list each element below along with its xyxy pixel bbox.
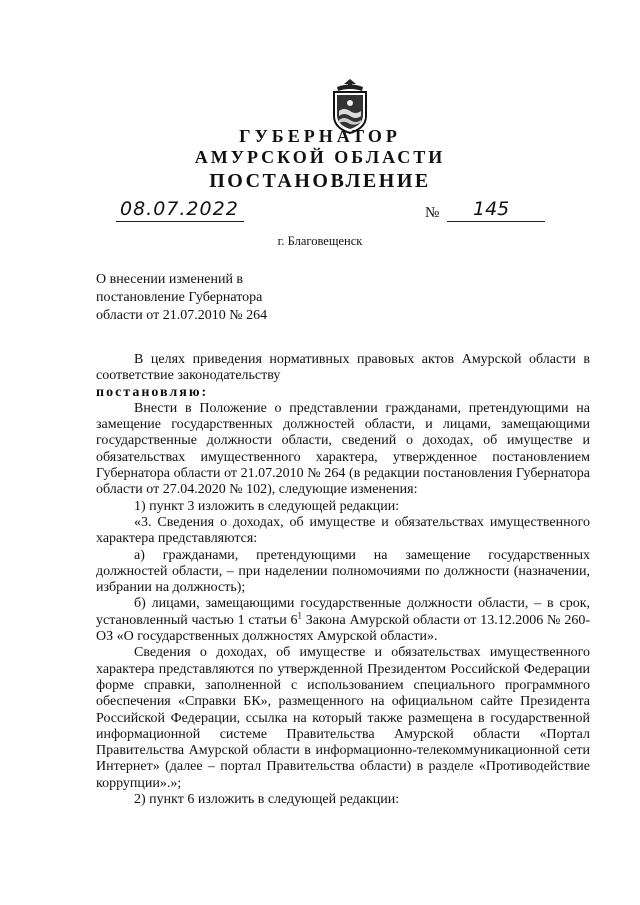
preamble-paragraph: В целях приведения нормативных правовых актов Амурской области в соответствие законодательству xyxy=(96,352,590,384)
subclause-b-text-end: Закона Амурской области от 13.12.2006 № 260-ОЗ «О государственных должностях Амурской области». xyxy=(96,612,590,645)
issuer-title: ГУБЕРНАТОР xyxy=(239,126,401,146)
form-paragraph: Сведения о доходах, об имуществе и обязательствах имущественного характера представляются по утвержденной Президентом Российской Федерации форме справки, заполненной с использованием специального программного обеспечения «Справки БК», размещенного на официальном сайте Президента Российской Федерации, ссылка на который также размещена в государственной информационной системе Правительства Амурской области «Портал Правительства Амурской области в информационно-телекоммуникационной сети Интернет» (далее – портал Правительства области) в разделе «Противодействие коррупции».»; xyxy=(96,645,590,791)
city: г. Благовещенск xyxy=(277,234,363,248)
amendment-paragraph: Внести в Положение о представлении гражданами, претендующими на замещение государственных должностей области, и лицами, замещающими государственные должности области, сведений о доходах, об имуществе и обязательствах имущественного характера, утвержденное постановлением Губернатора области от 21.07.2010 № 264 (в редакции постановления Губернатора области от 27.04.2020 № 102), следующие изменения: xyxy=(96,400,590,498)
subclause-a-paragraph: а) гражданами, претендующими на замещение государственных должностей области, – при наделении полномочиями по должности (назначении, избрании на должность); xyxy=(96,547,590,596)
resolve-keyword: постановляю: xyxy=(96,384,209,400)
date-underline xyxy=(116,221,244,222)
subject-block xyxy=(96,271,267,325)
document-number: 145 xyxy=(473,198,510,220)
document-date: 08.07.2022 xyxy=(120,198,239,220)
article-superscript: 1 xyxy=(297,610,302,621)
item-1-paragraph: 1) пункт 3 изложить в следующей редакции: xyxy=(134,498,400,514)
document-body xyxy=(96,352,590,808)
subclause-b-text: б) лицами, замещающими государственные должности области, – в срок, установленный частью 1 статьи 6 xyxy=(96,596,590,628)
subject-line: области от 21.07.2010 № 264 xyxy=(96,308,268,323)
subject-line: О внесении изменений в xyxy=(96,272,244,287)
number-underline xyxy=(447,221,545,222)
number-label: № xyxy=(425,205,440,221)
subject-line: постановление Губернатора xyxy=(96,290,263,305)
document-type-title: ПОСТАНОВЛЕНИЕ xyxy=(209,170,431,192)
item-2-paragraph: 2) пункт 6 изложить в следующей редакции: xyxy=(134,792,400,808)
region-title: АМУРСКОЙ ОБЛАСТИ xyxy=(194,147,446,167)
subclause-b-paragraph xyxy=(96,596,590,645)
clause-3-paragraph: «3. Сведения о доходах, об имуществе и обязательствах имущественного характера представляются: xyxy=(96,514,590,547)
